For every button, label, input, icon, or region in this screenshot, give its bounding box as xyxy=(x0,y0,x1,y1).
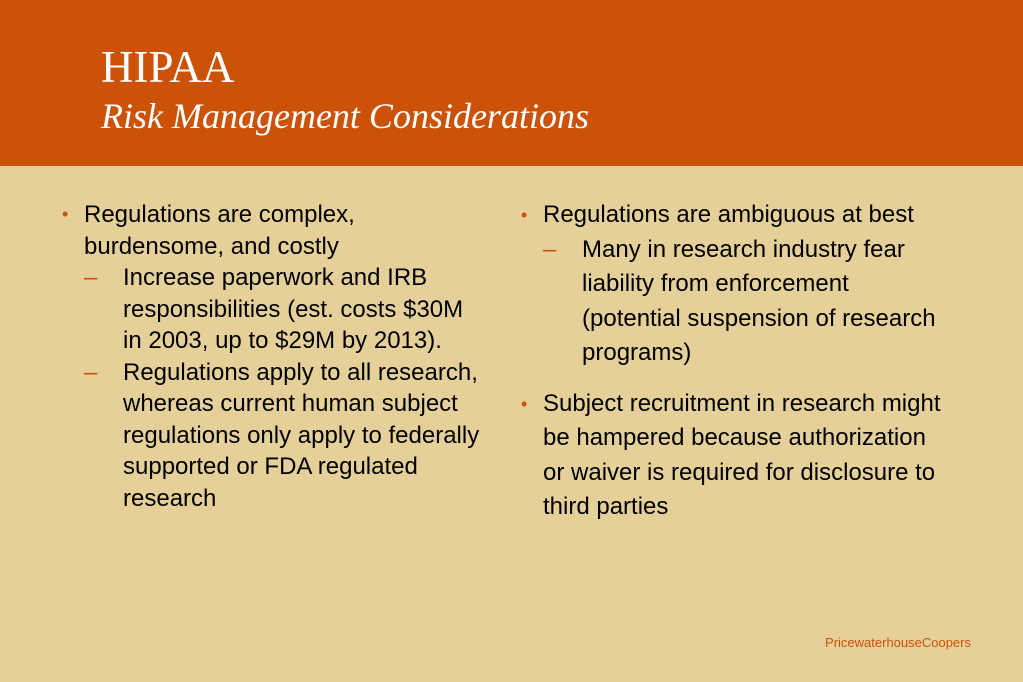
bullet-text: Regulations are ambiguous at best xyxy=(543,201,914,228)
dash-marker: – xyxy=(84,358,98,386)
sub-bullet-item xyxy=(84,357,482,515)
slide-title: HIPAA xyxy=(101,42,235,92)
sub-bullet-text: Many in research industry fear liability from enforcement (potential suspension of research programs) xyxy=(582,235,936,366)
left-column xyxy=(62,199,482,514)
bullet-item xyxy=(521,198,941,371)
dash-marker: – xyxy=(84,264,98,291)
bullet-marker: • xyxy=(62,204,69,224)
sub-bullet-text: Regulations apply to all research, whereas current human subject regulations only apply to federally supported or FDA regulated research xyxy=(123,358,480,512)
sub-bullet-text: Increase paperwork and IRB responsibilities (est. costs $30M in 2003, up to $29M by 2013). xyxy=(123,264,464,354)
sub-bullet-item xyxy=(84,262,482,357)
bullet-marker: • xyxy=(521,393,528,414)
bullet-text: Subject recruitment in research might be hampered because authorization or waiver is required for disclosure to third parties xyxy=(543,389,941,520)
title-banner xyxy=(0,0,1023,166)
bullet-item xyxy=(521,387,941,525)
bullet-item xyxy=(62,199,482,262)
bullet-marker: • xyxy=(521,205,528,225)
dash-marker: – xyxy=(543,235,557,263)
footer-company: PricewaterhouseCoopers xyxy=(825,635,971,650)
sub-bullet-item xyxy=(543,233,941,371)
bullet-text: Regulations are complex, burdensome, and costly xyxy=(84,201,355,260)
slide-subtitle: Risk Management Considerations xyxy=(101,96,589,136)
right-column xyxy=(521,198,941,525)
